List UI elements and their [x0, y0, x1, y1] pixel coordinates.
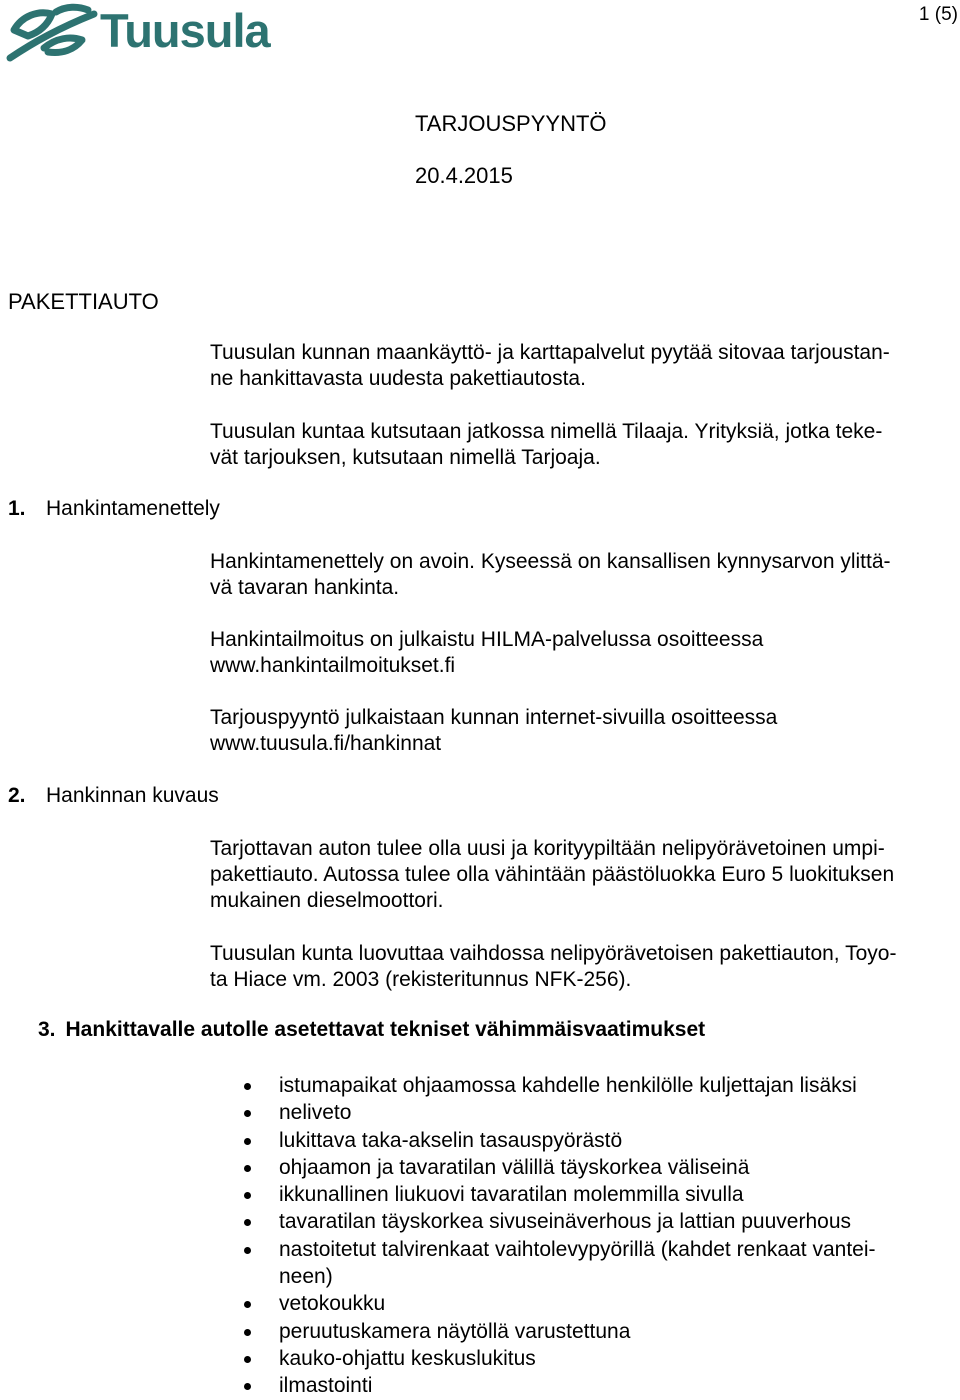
intro-paragraph	[210, 419, 950, 471]
text-line: Tarjottavan auton tulee olla uusi ja korityypiltään nelipyörävetoinen umpi-	[210, 837, 885, 860]
list-item-text: kauko-ohjattu keskuslukitus	[279, 1346, 536, 1370]
text-line: Hankintamenettely on avoin. Kyseessä on kansallisen kynnysarvon ylittä-	[210, 550, 891, 573]
bullet-icon	[244, 1247, 251, 1254]
bullet-icon	[244, 1219, 251, 1226]
text-line: www.tuusula.fi/hankinnat	[210, 732, 442, 755]
text-line: www.hankintailmoitukset.fi	[210, 654, 456, 677]
bullet-icon	[244, 1110, 251, 1117]
document-date: 20.4.2015	[415, 163, 513, 188]
section-number: 3.	[38, 1018, 56, 1041]
text-line: ta Hiace vm. 2003 (rekisteritunnus NFK-256).	[210, 968, 632, 991]
list-item-text: vetokoukku	[279, 1292, 386, 1316]
document-subject: PAKETTIAUTO	[8, 289, 159, 314]
section-1-paragraph	[210, 705, 950, 757]
text-line: ne hankittavasta uudesta pakettiautosta.	[210, 367, 586, 390]
list-item-text: ohjaamon ja tavaratilan välillä täyskorkea väliseinä	[279, 1155, 750, 1179]
page-number: 1 (5)	[918, 4, 958, 25]
section-2-heading	[8, 784, 219, 808]
bullet-icon	[244, 1383, 251, 1390]
text-line: Tarjouspyyntö julkaistaan kunnan internet-sivuilla osoitteessa	[210, 706, 778, 729]
section-2-paragraph	[210, 941, 950, 993]
list-item	[238, 1072, 953, 1099]
list-item	[238, 1208, 953, 1235]
logo-wordmark: Tuusula	[100, 4, 270, 57]
section-title: Hankintamenettely	[46, 497, 220, 520]
bullet-icon	[244, 1138, 251, 1145]
text-line: Tuusulan kuntaa kutsutaan jatkossa nimellä Tilaaja. Yrityksiä, jotka teke-	[210, 420, 883, 443]
list-item-text: neliveto	[279, 1101, 352, 1125]
list-item	[238, 1236, 953, 1291]
list-item	[238, 1154, 953, 1181]
list-item	[238, 1127, 953, 1154]
section-1-paragraph	[210, 549, 950, 601]
bullet-icon	[244, 1301, 251, 1308]
section-title: Hankittavalle autolle asetettavat tekniset vähimmäisvaatimukset	[65, 1018, 706, 1041]
list-item	[238, 1181, 953, 1208]
bullet-icon	[244, 1165, 251, 1172]
list-item-text: lukittava taka-akselin tasauspyörästö	[279, 1128, 623, 1152]
list-item-text: neen)	[279, 1265, 333, 1289]
text-line: mukainen dieselmoottori.	[210, 889, 444, 912]
text-line: vät tarjouksen, kutsutaan nimellä Tarjoaja.	[210, 446, 601, 469]
section-2-paragraph	[210, 836, 950, 914]
section-number: 1.	[8, 497, 26, 520]
text-line: vä tavaran hankinta.	[210, 576, 400, 599]
bullet-icon	[244, 1192, 251, 1199]
requirements-list	[238, 1072, 953, 1400]
document-title: TARJOUSPYYNTÖ	[415, 111, 607, 136]
section-number: 2.	[8, 784, 26, 807]
list-item-text: nastoitetut talvirenkaat vaihtolevypyörillä (kahdet renkaat vantei-	[279, 1237, 876, 1261]
list-item-text: istumapaikat ohjaamossa kahdelle henkilölle kuljettajan lisäksi	[279, 1074, 857, 1097]
list-item	[238, 1318, 953, 1345]
list-item-text: tavaratilan täyskorkea sivuseinäverhous ja lattian puuverhous	[279, 1210, 851, 1234]
list-item	[238, 1290, 953, 1317]
text-line: Tuusulan kunnan maankäyttö- ja karttapalvelut pyytää sitovaa tarjoustan-	[210, 341, 890, 364]
bullet-icon	[244, 1356, 251, 1363]
section-3-heading	[38, 1018, 705, 1042]
list-item	[238, 1345, 953, 1372]
text-line: Hankintailmoitus on julkaistu HILMA-palvelussa osoitteessa	[210, 628, 764, 651]
text-line: Tuusulan kunta luovuttaa vaihdossa nelipyörävetoisen pakettiauton, Toyo-	[210, 942, 897, 965]
intro-paragraph	[210, 340, 950, 392]
list-item-text: ikkunallinen liukuovi tavaratilan molemmilla sivulla	[279, 1183, 744, 1207]
section-1-paragraph	[210, 627, 950, 679]
list-item	[238, 1099, 953, 1126]
section-1-heading	[8, 497, 220, 521]
list-item	[238, 1372, 953, 1399]
text-line: pakettiauto. Autossa tulee olla vähintään päästöluokka Euro 5 luokituksen	[210, 863, 895, 886]
list-item-text: peruutuskamera näytöllä varustettuna	[279, 1319, 631, 1343]
list-item-text: ilmastointi	[279, 1374, 373, 1398]
bullet-icon	[244, 1083, 251, 1090]
bullet-icon	[244, 1329, 251, 1336]
section-title: Hankinnan kuvaus	[46, 784, 219, 807]
